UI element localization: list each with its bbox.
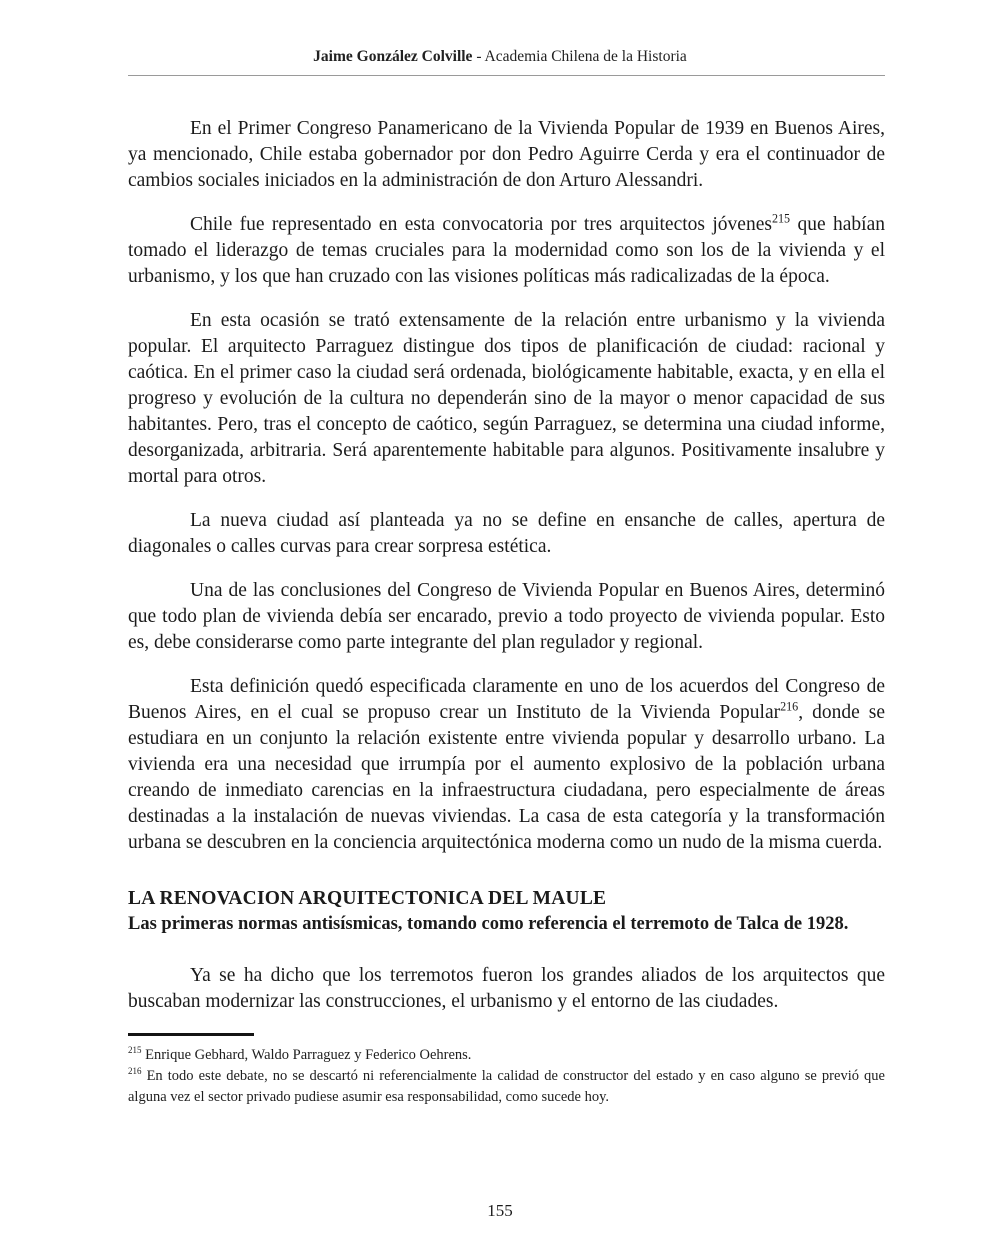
running-header [0,47,1000,66]
header-author: Jaime González Colville [313,48,473,65]
section-subheading: Las primeras normas antisísmicas, tomando como referencia el terremoto de Talca de 1928. [128,914,849,934]
header-rule [128,75,885,76]
header-separator: - [472,48,485,65]
paragraphs-section-1 [128,116,885,856]
paragraph: La nueva ciudad así planteada ya no se define en ensanche de calles, apertura de diagonales o calles curvas para crear sorpresa estética. [128,510,885,557]
paragraph: Esta definición quedó especificada claramente en uno de los acuerdos del Congreso de Buenos Aires, en el cual se propuso crear un Instituto de la Vivienda Popular$^{216}$, donde se estudiara en un conjunto la relación existente entre vivienda popular y desarrollo urbano. La vivienda era una necesidad que irrumpía por el aumento explosivo de la población urbana creando de inmediato carencias en la infraestructura ciudadana, pero especialmente de áreas destinadas a la instalación de nuevas viviendas. La casa de esta categoría y la transformación urbana se descubren en la conciencia arquitectónica moderna como un nudo de la misma cuerda. [128,676,885,853]
footnote: $^{216}$ En todo este debate, no se descartó ni referencialmente la calidad de constructor del estado y en caso alguno se previó que alguna vez el sector privado pudiese asumir esa responsabilidad, como sucede hoy. [128,1066,885,1105]
header-institution: Academia Chilena de la Historia [484,48,687,65]
footnote-rule [128,1033,254,1036]
footnotes [128,1045,885,1108]
page-footer [0,1033,1000,1220]
section-heading: LA RENOVACION ARQUITECTONICA DEL MAULE [128,888,607,909]
footnote-marker: 216 [128,1066,142,1077]
paragraph: En esta ocasión se trató extensamente de la relación entre urbanismo y la vivienda popular. El arquitecto Parraguez distingue dos tipos de planificación de ciudad: racional y caótica. En el primer caso la ciudad será ordenada, biológicamente habitable, exacta, y en ella el progreso y evolución de la cultura no dependerán sino de la mayor o menor capacidad de sus habitantes. Pero, tras el concepto de caótico, según Parraguez, se determina una ciudad informe, desorganizada, arbitraria. Será aparentemente habitable para algunos. Positivamente insalubre y mortal para otros. [128,310,885,487]
paragraph: Una de las conclusiones del Congreso de Vivienda Popular en Buenos Aires, determinó que todo plan de vivienda debía ser encarado, previo a todo proyecto de vivienda popular. Esto es, debe considerarse como parte integrante del plan regulador y regional. [128,580,885,653]
paragraph: En el Primer Congreso Panamericano de la Vivienda Popular de 1939 en Buenos Aires, ya mencionado, Chile estaba gobernador por don Pedro Aguirre Cerda y era el continuador de cambios sociales iniciados en la administración de don Arturo Alessandri. [128,118,885,191]
page-header [0,0,1000,76]
footnote-reference: 215 [771,211,791,226]
footnote-reference: 216 [780,699,799,714]
paragraph: Ya se ha dicho que los terremotos fueron los grandes aliados de los arquitectos que buscaban modernizar las construcciones, el urbanismo y el entorno de las ciudades. [128,965,885,1012]
footnote: $^{215}$ Enrique Gebhard, Waldo Parraguez y Federico Oehrens. [128,1045,472,1063]
page-number: 155 [487,1201,513,1220]
paragraph: Chile fue representado en esta convocatoria por tres arquitectos jóvenes$^{215}$ que habían tomado el liderazgo de temas cruciales para la modernidad como son los de la vivienda y el urbanismo, y los que han cruzado con las visiones políticas más radicalizadas de la época. [128,211,885,287]
paragraphs-section-2 [128,963,885,1015]
footnote-marker: 215 [128,1045,142,1056]
page-body [128,116,885,1015]
